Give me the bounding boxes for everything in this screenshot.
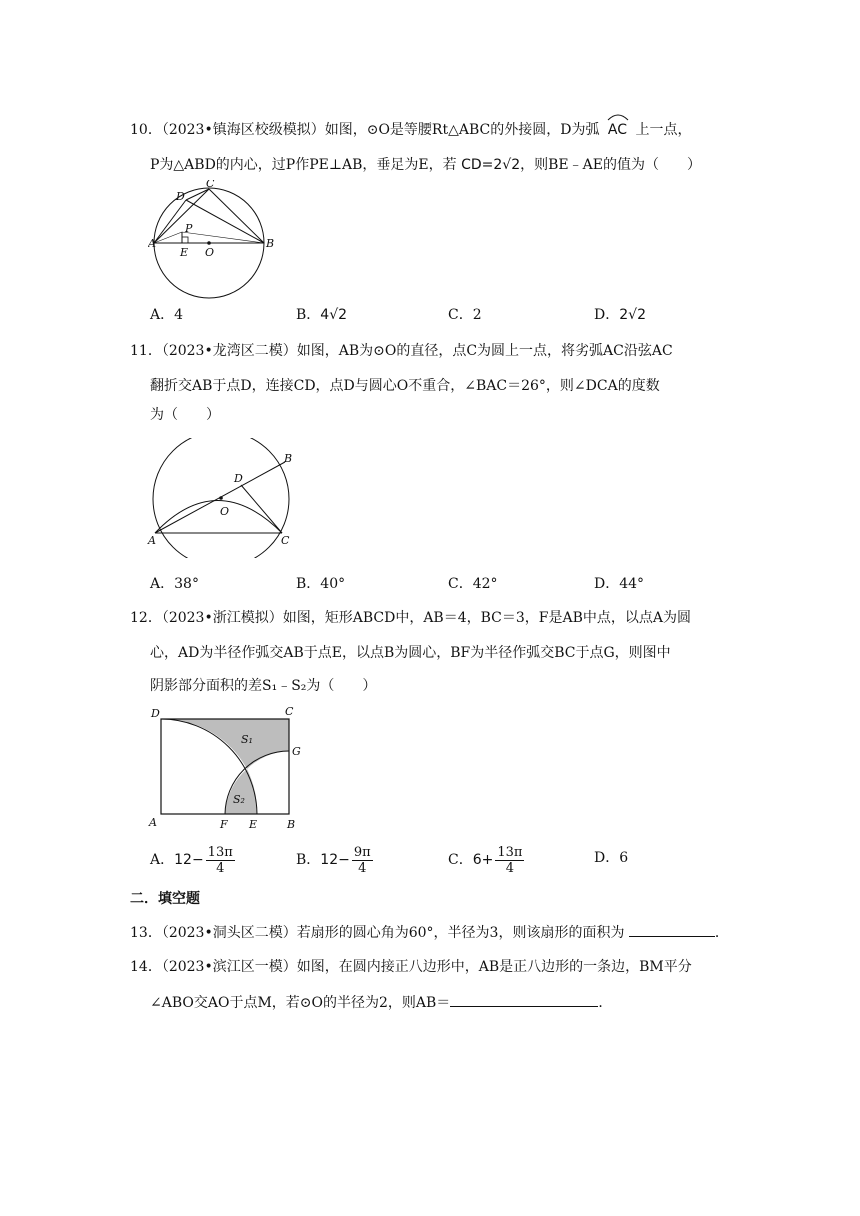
q10-label-P: P xyxy=(185,222,193,235)
q14-source: （2023•滨江区一模） xyxy=(161,959,297,975)
q10-condition: CD=2√2 xyxy=(461,157,521,173)
q12-label-B: B xyxy=(287,818,296,831)
q11-line3 xyxy=(150,405,220,425)
q10-source: （2023•镇海区校级模拟） xyxy=(161,122,325,138)
q12-figure xyxy=(145,703,315,833)
q10-label-E: E xyxy=(180,246,189,259)
q12-source: （2023•浙江模拟） xyxy=(161,610,283,626)
q10-arc-label: AC xyxy=(604,120,631,140)
q14-text-1: 如图，在圆内接正八边形中，AB是正八边形的一条边，BM平分 xyxy=(296,959,692,975)
q11-option-b: B．40° xyxy=(296,576,346,592)
q14-number: 14． xyxy=(130,959,162,975)
q11-label-B: B xyxy=(284,452,293,465)
q10-label-B: B xyxy=(266,237,275,250)
q10-option-a: A．4 xyxy=(150,307,184,323)
q12-number: 12． xyxy=(130,610,162,626)
q13-text: 若扇形的圆心角为60°，半径为3，则该扇形的面积为 xyxy=(296,925,625,941)
q12-option-b: B．12− $\frac{9\pi}{4}$ xyxy=(296,844,371,876)
q12-text-3: 阴影部分面积的差S₁﹣S₂为（ ） xyxy=(150,678,377,694)
q14-line1 xyxy=(130,957,692,977)
q12-line3 xyxy=(150,676,376,696)
q13-answer-blank[interactable] xyxy=(629,922,715,937)
q10-label-O: O xyxy=(205,246,215,259)
q10-label-D: D xyxy=(176,190,185,203)
q11-line2 xyxy=(150,376,660,396)
q12-option-c: C．6+ $\frac{13\pi}{4}$ xyxy=(448,844,523,876)
q12-shade-s2 xyxy=(225,769,257,814)
q10-line2 xyxy=(150,155,701,175)
q11-figure xyxy=(145,438,305,558)
q12-line1 xyxy=(130,608,691,628)
q11-line1 xyxy=(130,341,673,361)
q11-label-C: C xyxy=(281,534,290,547)
q14-text-2: ∠ABO交AO于点M，若⊙O的半径为2，则AB＝ xyxy=(150,995,451,1011)
arc-symbol-icon xyxy=(607,113,629,121)
q14-tail: ． xyxy=(598,995,613,1011)
q10-text-1: 如图，⊙O是等腰Rt△ABC的外接圆，D为弧 xyxy=(324,122,600,138)
section-title: 二．填空题 xyxy=(130,891,200,907)
q12-option-d: D．6 xyxy=(594,850,629,866)
q13-source: （2023•洞头区二模） xyxy=(161,925,297,941)
q12-option-a: A．12− $\frac{13\pi}{4}$ xyxy=(150,844,233,876)
q12-label-C: C xyxy=(285,705,294,718)
q10-text-2-tail: ，则BE﹣AE的值为（ ） xyxy=(520,157,701,173)
q11-text-3: 为（ ） xyxy=(150,407,220,423)
q10-number: 10． xyxy=(130,122,162,138)
q11-text-2: 翻折交AB于点D，连接CD，点D与圆心O不重合，∠BAC＝26°，则∠DCA的度数 xyxy=(150,378,660,394)
q10-option-d: D．2√2 xyxy=(594,307,646,323)
q10-option-b: B．4√2 xyxy=(296,307,348,323)
q11-label-A: A xyxy=(148,534,156,547)
q11-label-D: D xyxy=(234,472,243,485)
q12-label-A: A xyxy=(149,816,157,829)
q11-option-a: A．38° xyxy=(150,576,199,592)
q14-line2 xyxy=(150,992,612,1013)
q11-text-1: 如图，AB为⊙O的直径，点C为圆上一点，将劣弧AC沿弦AC xyxy=(296,343,673,359)
q11-number: 11． xyxy=(130,343,162,359)
q12-label-G: G xyxy=(292,745,301,758)
q13-line xyxy=(130,922,729,943)
q10-text-2: P为△ABD的内心，过P作PE⊥AB，垂足为E，若 xyxy=(150,157,457,173)
q12-text-2: 心，AD为半径作弧交AB于点E，以点B为圆心，BF为半径作弧交BC于点G，则图中 xyxy=(150,645,671,661)
q11-label-O: O xyxy=(220,505,230,518)
q10-option-c: C．2 xyxy=(448,307,482,323)
q13-tail: ． xyxy=(714,925,729,941)
q10-label-C: C xyxy=(206,180,215,190)
q12-label-F: F xyxy=(220,818,228,831)
q12-line2 xyxy=(150,643,671,663)
q11-source: （2023•龙湾区二模） xyxy=(161,343,297,359)
q10-figure xyxy=(148,180,288,300)
q12-label-E: E xyxy=(249,818,258,831)
q10-label-A: A xyxy=(148,237,156,250)
q14-answer-blank[interactable] xyxy=(450,992,598,1007)
q11-option-c: C．42° xyxy=(448,576,498,592)
q13-number: 13． xyxy=(130,925,162,941)
q12-label-s1: S₁ xyxy=(241,733,253,746)
q11-option-d: D．44° xyxy=(594,576,645,592)
q12-label-D: D xyxy=(151,707,160,720)
q10-text-1-tail: 上一点， xyxy=(635,122,692,138)
q12-label-s2: S₂ xyxy=(233,793,245,806)
q12-text-1: 如图，矩形ABCD中，AB＝4，BC＝3，F是AB中点，以点A为圆 xyxy=(282,610,692,626)
q10-line1 xyxy=(130,120,691,140)
